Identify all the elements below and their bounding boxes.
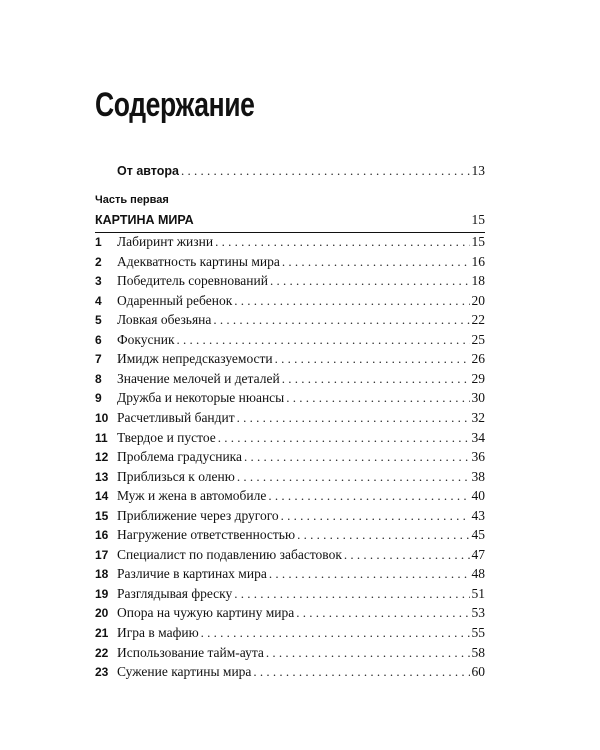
chapter-title: Приближение через другого <box>117 507 279 523</box>
leader-dots <box>181 163 470 179</box>
toc-chapter-row[interactable] <box>95 586 485 606</box>
chapter-title: Адекватность картины мира <box>117 253 280 269</box>
toc-entry-label: От автора <box>117 164 179 178</box>
leader-dots <box>268 488 469 504</box>
chapter-title: Ловкая обезьяна <box>117 312 212 328</box>
chapter-number: 16 <box>95 528 109 543</box>
leader-dots <box>286 390 469 406</box>
chapter-number: 21 <box>95 626 109 640</box>
chapter-number: 23 <box>95 665 109 680</box>
toc-chapter-row[interactable] <box>95 390 485 410</box>
part-title: КАРТИНА МИРА <box>95 213 194 227</box>
toc-chapter-row[interactable] <box>95 332 485 352</box>
chapter-page: 22 <box>471 312 485 328</box>
toc-chapter-row[interactable] <box>95 488 485 508</box>
toc-chapter-row[interactable] <box>95 527 485 547</box>
toc-chapter-row[interactable] <box>95 371 485 391</box>
leader-dots <box>244 449 469 465</box>
chapter-page: 36 <box>471 449 485 465</box>
chapter-number: 9 <box>95 391 102 406</box>
toc-chapter-row[interactable] <box>95 234 485 254</box>
chapter-title: Использование тайм-аута <box>117 644 264 660</box>
toc-chapter-row[interactable] <box>95 312 485 332</box>
part-heading[interactable] <box>95 210 485 230</box>
chapter-number: 11 <box>95 430 108 445</box>
chapter-title: Проблема градусника <box>117 449 243 465</box>
toc-chapter-row[interactable] <box>95 566 485 586</box>
chapter-page: 38 <box>471 468 485 484</box>
chapter-number: 18 <box>95 567 109 582</box>
leader-dots <box>237 469 470 485</box>
chapter-title: Специалист по подавлению забастовок <box>117 546 342 562</box>
toc-chapter-row[interactable] <box>95 605 485 625</box>
toc-chapter-row[interactable] <box>95 410 485 430</box>
chapter-number: 22 <box>95 645 109 660</box>
chapter-page: 30 <box>471 390 485 406</box>
toc-chapter-row[interactable] <box>95 645 485 665</box>
leader-dots <box>266 645 470 661</box>
toc-chapter-row[interactable] <box>95 273 485 293</box>
chapter-title: Муж и жена в автомобиле <box>117 488 267 504</box>
chapter-number: 8 <box>95 371 102 386</box>
chapter-number: 3 <box>95 274 102 289</box>
chapter-title: Твердое и пустое <box>117 429 216 445</box>
chapter-title: Различие в картинах мира <box>117 566 267 582</box>
toc-chapter-row[interactable] <box>95 254 485 274</box>
chapter-page: 34 <box>471 429 485 445</box>
leader-dots <box>237 410 470 426</box>
chapter-title: Сужение картины мира <box>117 664 252 680</box>
chapter-title: Расчетливый бандит <box>117 409 235 425</box>
toc-entry-author[interactable] <box>95 163 485 183</box>
chapter-title: Опора на чужую картину мира <box>117 605 295 621</box>
chapter-page: 51 <box>471 585 485 601</box>
chapter-page: 53 <box>471 605 485 621</box>
chapter-number: 10 <box>95 410 109 425</box>
part-label-text: Часть первая <box>95 194 169 206</box>
leader-dots <box>282 371 470 387</box>
leader-dots <box>270 273 470 289</box>
chapter-title: Игра в мафию <box>117 625 199 640</box>
leader-dots <box>218 430 470 446</box>
leader-dots <box>269 566 470 582</box>
chapter-page: 58 <box>471 644 485 660</box>
chapter-number: 15 <box>95 508 109 523</box>
chapter-number: 2 <box>95 254 102 269</box>
chapter-number: 13 <box>95 469 109 484</box>
leader-dots <box>344 547 470 563</box>
part-label <box>95 194 169 206</box>
toc-chapter-row[interactable] <box>95 547 485 567</box>
chapter-number: 20 <box>95 606 109 621</box>
leader-dots <box>282 254 470 270</box>
chapter-number: 6 <box>95 332 102 347</box>
chapter-title: Лабиринт жизни <box>117 234 214 249</box>
toc-chapter-row[interactable] <box>95 469 485 489</box>
chapter-page: 55 <box>471 625 485 640</box>
chapter-title: Имидж непредсказуемости <box>117 351 273 367</box>
chapter-page: 20 <box>471 292 485 308</box>
page-title: Содержание <box>95 86 255 124</box>
chapter-title: Значение мелочей и деталей <box>117 370 280 386</box>
toc-chapter-row[interactable] <box>95 508 485 528</box>
chapter-title: Фокусник <box>117 331 175 347</box>
chapter-title: Дружба и некоторые нюансы <box>117 390 285 406</box>
chapter-page: 32 <box>471 409 485 425</box>
chapter-number: 7 <box>95 352 102 367</box>
chapter-page: 18 <box>471 273 485 289</box>
chapter-number: 1 <box>95 235 102 249</box>
leader-dots <box>215 234 469 250</box>
toc-chapter-row[interactable] <box>95 449 485 469</box>
chapter-number: 14 <box>95 489 109 504</box>
chapter-page: 60 <box>471 664 485 680</box>
chapter-title: Разглядывая фреску <box>117 585 233 601</box>
chapter-title: Победитель соревнований <box>117 273 268 289</box>
chapter-page: 25 <box>471 331 485 347</box>
leader-dots <box>296 605 469 621</box>
chapter-page: 45 <box>471 527 485 543</box>
toc-chapter-row[interactable] <box>95 430 485 450</box>
toc-chapter-row[interactable] <box>95 293 485 313</box>
leader-dots <box>201 625 470 641</box>
leader-dots <box>234 586 469 602</box>
leader-dots <box>281 508 470 524</box>
toc-chapter-row[interactable] <box>95 625 485 645</box>
chapter-page: 40 <box>471 488 485 504</box>
chapter-number: 4 <box>95 293 102 308</box>
leader-dots <box>213 312 469 328</box>
chapter-title: Приблизься к оленю <box>117 468 235 484</box>
chapter-page: 15 <box>471 234 485 249</box>
chapter-number: 12 <box>95 450 109 465</box>
chapter-page: 48 <box>471 566 485 582</box>
toc-chapter-row[interactable] <box>95 351 485 371</box>
chapter-page: 47 <box>471 546 485 562</box>
leader-dots <box>253 664 469 680</box>
leader-dots <box>177 332 470 348</box>
leader-dots <box>297 527 469 543</box>
leader-dots <box>275 351 470 367</box>
leader-dots <box>234 293 469 309</box>
chapter-page: 29 <box>471 370 485 386</box>
chapter-title: Нагружение ответственностью <box>117 527 296 543</box>
toc-chapter-row[interactable] <box>95 664 485 684</box>
chapter-page: 26 <box>471 351 485 367</box>
chapter-number: 17 <box>95 547 109 562</box>
chapter-title: Одаренный ребенок <box>117 292 233 308</box>
chapter-page: 16 <box>471 253 485 269</box>
part-page: 15 <box>471 212 485 227</box>
chapter-number: 19 <box>95 586 109 601</box>
chapter-page: 43 <box>471 507 485 523</box>
toc-entry-page: 13 <box>471 163 485 178</box>
part-divider <box>95 232 485 233</box>
chapter-number: 5 <box>95 313 102 328</box>
